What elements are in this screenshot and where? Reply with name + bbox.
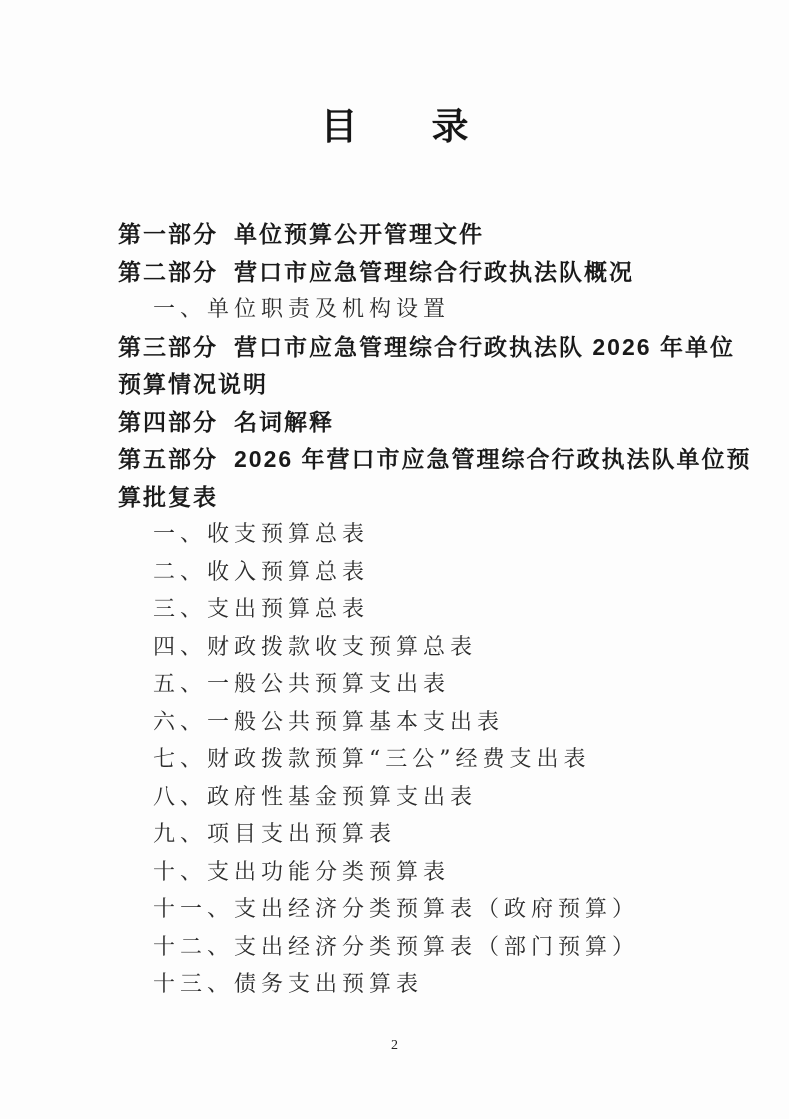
toc-subentry: [118, 591, 684, 629]
toc-part-title-wrap: 算批复表: [118, 483, 218, 510]
toc-subentry: [118, 629, 684, 667]
toc-part-title-wrap: 预算情况说明: [118, 371, 268, 397]
toc-part-title: 2026 年营口市应急管理综合行政执法队单位预: [234, 446, 752, 472]
toc-part-label: 第三部分: [118, 333, 218, 360]
toc-subentry-text: 十一、支出经济分类预算表（政府预算）: [153, 897, 640, 922]
toc-subentry-text: 十、支出功能分类预算表: [153, 859, 451, 885]
toc-subentry: [118, 554, 684, 592]
toc-subentry-text: 八、政府性基金预算支出表: [153, 784, 478, 810]
toc-subentry: [118, 516, 684, 554]
toc-subentry: [118, 741, 684, 779]
toc-subentry: [118, 291, 684, 329]
toc-entry-part-3-continuation: [118, 366, 684, 404]
toc-subentry: [118, 779, 684, 817]
toc-subentry: [118, 966, 684, 1004]
toc-entry-part-3: [118, 329, 735, 367]
toc-entry-part-2: [118, 254, 684, 292]
toc-subentry-text: 三、支出预算总表: [153, 597, 370, 622]
toc-part-label: 第五部分: [118, 446, 218, 472]
toc-subentry: [118, 854, 684, 892]
toc-subentry: [118, 666, 684, 704]
toc-part-title: 单位预算公开管理文件: [234, 221, 484, 247]
toc-subentry: [118, 816, 684, 854]
toc-part-title: 营口市应急管理综合行政执法队概况: [234, 258, 634, 285]
toc-subentry: [118, 704, 684, 742]
toc-subentry-text: 六、一般公共预算基本支出表: [153, 709, 505, 735]
toc-part-label: 第一部分: [118, 221, 218, 247]
page-number: 2: [391, 1038, 398, 1053]
toc-subentry-text: 九、项目支出预算表: [153, 822, 397, 847]
toc-entry-part-5: [118, 441, 752, 479]
toc-subentry-text: 四、财政拨款收支预算总表: [153, 634, 478, 660]
toc-entry-part-1: [118, 216, 684, 254]
toc-subentry-text: 一、单位职责及机构设置: [153, 297, 451, 322]
page-title: 目 录: [320, 104, 469, 148]
toc-part-title: 营口市应急管理综合行政执法队 2026 年单位: [234, 333, 735, 360]
toc-part-label: 第二部分: [118, 258, 218, 285]
toc-subentry-text: 二、收入预算总表: [153, 559, 370, 585]
toc-subentry-text: 十二、支出经济分类预算表（部门预算）: [153, 934, 640, 960]
toc-subentry: [118, 929, 684, 967]
toc-entry-part-5-continuation: [118, 479, 684, 517]
toc-subentry: [118, 891, 684, 929]
toc-entry-part-4: [118, 404, 684, 442]
toc-subentry-text: 一、收支预算总表: [153, 522, 370, 547]
toc-subentry-text: 十三、债务支出预算表: [153, 972, 424, 997]
toc-subentry-text: 五、一般公共预算支出表: [153, 672, 451, 697]
toc-part-label: 第四部分: [118, 408, 218, 435]
toc-part-title: 名词解释: [234, 408, 334, 435]
table-of-contents: [118, 216, 752, 1004]
toc-subentry-text: 七、财政拨款预算“三公”经费支出表: [153, 747, 591, 772]
